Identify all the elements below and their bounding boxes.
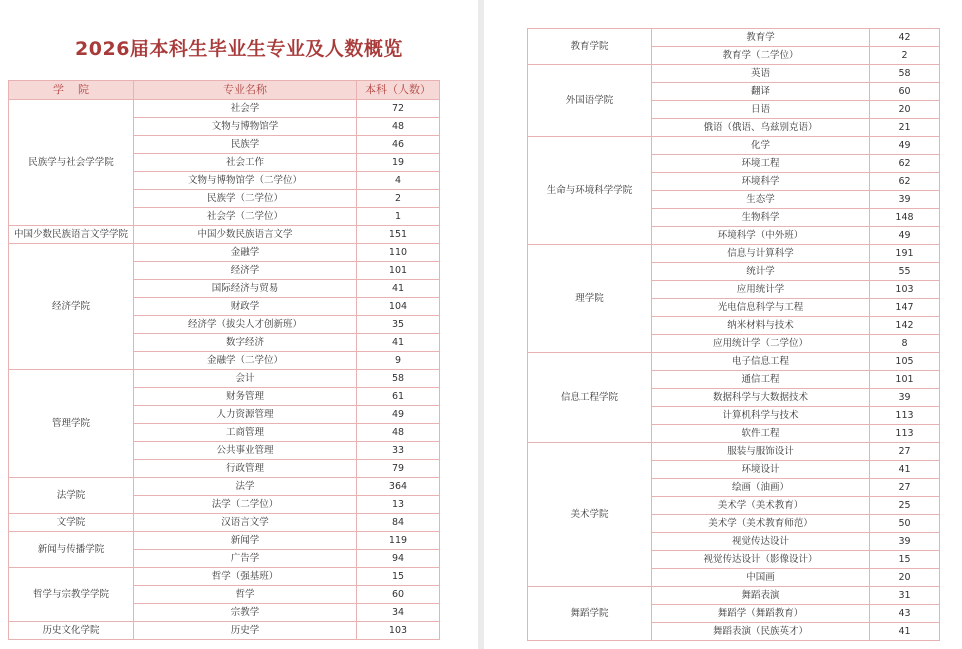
college-name: 文学院 <box>9 514 134 532</box>
major-name: 公共事业管理 <box>134 442 357 460</box>
major-name: 环境科学（中外班） <box>652 227 870 245</box>
student-count: 48 <box>357 118 440 136</box>
left-page <box>0 0 478 649</box>
major-name: 数字经济 <box>134 334 357 352</box>
majors-table-right <box>527 28 940 641</box>
major-name: 计算机科学与技术 <box>652 407 870 425</box>
college-name: 美术学院 <box>528 443 652 587</box>
major-name: 民族学 <box>134 136 357 154</box>
table-row <box>528 353 940 371</box>
student-count: 79 <box>357 460 440 478</box>
major-name: 视觉传达设计 <box>652 533 870 551</box>
major-name: 软件工程 <box>652 425 870 443</box>
student-count: 46 <box>357 136 440 154</box>
majors-table-left <box>8 80 440 640</box>
student-count: 48 <box>357 424 440 442</box>
college-name: 舞蹈学院 <box>528 587 652 641</box>
table-row <box>9 568 440 586</box>
student-count: 50 <box>870 515 940 533</box>
student-count: 72 <box>357 100 440 118</box>
major-name: 金融学（二学位） <box>134 352 357 370</box>
major-name: 财政学 <box>134 298 357 316</box>
student-count: 31 <box>870 587 940 605</box>
college-name: 哲学与宗教学学院 <box>9 568 134 622</box>
table-row <box>9 100 440 118</box>
table-row <box>528 443 940 461</box>
major-name: 哲学（强基班） <box>134 568 357 586</box>
major-name: 文物与博物馆学（二学位） <box>134 172 357 190</box>
major-name: 统计学 <box>652 263 870 281</box>
student-count: 62 <box>870 155 940 173</box>
student-count: 49 <box>870 227 940 245</box>
major-name: 经济学 <box>134 262 357 280</box>
table-row <box>9 370 440 388</box>
major-name: 国际经济与贸易 <box>134 280 357 298</box>
student-count: 60 <box>357 586 440 604</box>
major-name: 社会学 <box>134 100 357 118</box>
major-name: 行政管理 <box>134 460 357 478</box>
major-name: 汉语言文学 <box>134 514 357 532</box>
student-count: 43 <box>870 605 940 623</box>
student-count: 2 <box>870 47 940 65</box>
student-count: 62 <box>870 173 940 191</box>
college-name: 民族学与社会学学院 <box>9 100 134 226</box>
major-name: 英语 <box>652 65 870 83</box>
student-count: 191 <box>870 245 940 263</box>
student-count: 101 <box>357 262 440 280</box>
major-name: 生态学 <box>652 191 870 209</box>
student-count: 1 <box>357 208 440 226</box>
college-name: 外国语学院 <box>528 65 652 137</box>
student-count: 35 <box>357 316 440 334</box>
major-name: 中国画 <box>652 569 870 587</box>
major-name: 财务管理 <box>134 388 357 406</box>
major-name: 光电信息科学与工程 <box>652 299 870 317</box>
table-row <box>9 622 440 640</box>
major-name: 美术学（美术教育） <box>652 497 870 515</box>
major-name: 新闻学 <box>134 532 357 550</box>
major-name: 环境设计 <box>652 461 870 479</box>
major-name: 文物与博物馆学 <box>134 118 357 136</box>
major-name: 广告学 <box>134 550 357 568</box>
student-count: 19 <box>357 154 440 172</box>
student-count: 103 <box>870 281 940 299</box>
major-name: 民族学（二学位） <box>134 190 357 208</box>
college-name: 教育学院 <box>528 29 652 65</box>
student-count: 4 <box>357 172 440 190</box>
college-name: 历史文化学院 <box>9 622 134 640</box>
student-count: 13 <box>357 496 440 514</box>
student-count: 364 <box>357 478 440 496</box>
major-name: 环境科学 <box>652 173 870 191</box>
major-name: 应用统计学（二学位） <box>652 335 870 353</box>
student-count: 142 <box>870 317 940 335</box>
student-count: 41 <box>357 280 440 298</box>
student-count: 9 <box>357 352 440 370</box>
student-count: 20 <box>870 569 940 587</box>
student-count: 15 <box>357 568 440 586</box>
major-name: 服装与服饰设计 <box>652 443 870 461</box>
major-name: 化学 <box>652 137 870 155</box>
student-count: 49 <box>357 406 440 424</box>
student-count: 104 <box>357 298 440 316</box>
major-name: 工商管理 <box>134 424 357 442</box>
major-name: 应用统计学 <box>652 281 870 299</box>
student-count: 41 <box>357 334 440 352</box>
table-row <box>9 478 440 496</box>
major-name: 教育学 <box>652 29 870 47</box>
student-count: 25 <box>870 497 940 515</box>
major-name: 宗教学 <box>134 604 357 622</box>
student-count: 8 <box>870 335 940 353</box>
major-name: 法学（二学位） <box>134 496 357 514</box>
college-name: 管理学院 <box>9 370 134 478</box>
major-name: 纳米材料与技术 <box>652 317 870 335</box>
student-count: 42 <box>870 29 940 47</box>
student-count: 147 <box>870 299 940 317</box>
student-count: 21 <box>870 119 940 137</box>
major-name: 环境工程 <box>652 155 870 173</box>
student-count: 151 <box>357 226 440 244</box>
student-count: 41 <box>870 623 940 641</box>
student-count: 110 <box>357 244 440 262</box>
college-name: 中国少数民族语言文学学院 <box>9 226 134 244</box>
student-count: 58 <box>357 370 440 388</box>
major-name: 生物科学 <box>652 209 870 227</box>
student-count: 61 <box>357 388 440 406</box>
major-name: 社会学（二学位） <box>134 208 357 226</box>
header-major: 专业名称 <box>134 81 357 100</box>
major-name: 金融学 <box>134 244 357 262</box>
major-name: 舞蹈表演（民族英才） <box>652 623 870 641</box>
student-count: 103 <box>357 622 440 640</box>
major-name: 人力资源管理 <box>134 406 357 424</box>
major-name: 舞蹈表演 <box>652 587 870 605</box>
major-name: 通信工程 <box>652 371 870 389</box>
major-name: 法学 <box>134 478 357 496</box>
college-name: 生命与环境科学学院 <box>528 137 652 245</box>
header-college: 学 院 <box>9 81 134 100</box>
college-name: 新闻与传播学院 <box>9 532 134 568</box>
major-name: 社会工作 <box>134 154 357 172</box>
student-count: 34 <box>357 604 440 622</box>
student-count: 101 <box>870 371 940 389</box>
student-count: 105 <box>870 353 940 371</box>
student-count: 39 <box>870 533 940 551</box>
table-row <box>528 587 940 605</box>
college-name: 信息工程学院 <box>528 353 652 443</box>
student-count: 27 <box>870 443 940 461</box>
student-count: 27 <box>870 479 940 497</box>
student-count: 148 <box>870 209 940 227</box>
table-row <box>528 29 940 47</box>
student-count: 58 <box>870 65 940 83</box>
major-name: 舞蹈学（舞蹈教育） <box>652 605 870 623</box>
major-name: 电子信息工程 <box>652 353 870 371</box>
student-count: 20 <box>870 101 940 119</box>
student-count: 33 <box>357 442 440 460</box>
student-count: 60 <box>870 83 940 101</box>
table-row <box>528 245 940 263</box>
major-name: 绘画（油画） <box>652 479 870 497</box>
major-name: 数据科学与大数据技术 <box>652 389 870 407</box>
major-name: 哲学 <box>134 586 357 604</box>
college-name: 理学院 <box>528 245 652 353</box>
student-count: 39 <box>870 389 940 407</box>
major-name: 俄语（俄语、乌兹别克语） <box>652 119 870 137</box>
student-count: 113 <box>870 407 940 425</box>
right-page <box>484 0 962 649</box>
student-count: 41 <box>870 461 940 479</box>
table-row <box>9 514 440 532</box>
major-name: 视觉传达设计（影像设计） <box>652 551 870 569</box>
major-name: 教育学（二学位） <box>652 47 870 65</box>
student-count: 39 <box>870 191 940 209</box>
page-title: 2026届本科生毕业生专业及人数概览 <box>75 38 403 60</box>
table-header-row <box>9 81 440 100</box>
student-count: 84 <box>357 514 440 532</box>
student-count: 49 <box>870 137 940 155</box>
major-name: 经济学（拔尖人才创新班） <box>134 316 357 334</box>
student-count: 119 <box>357 532 440 550</box>
table-row <box>528 137 940 155</box>
student-count: 15 <box>870 551 940 569</box>
major-name: 翻译 <box>652 83 870 101</box>
major-name: 美术学（美术教育师范） <box>652 515 870 533</box>
student-count: 113 <box>870 425 940 443</box>
table-row <box>9 226 440 244</box>
header-count: 本科（人数） <box>357 81 440 100</box>
student-count: 94 <box>357 550 440 568</box>
table-row <box>9 532 440 550</box>
student-count: 55 <box>870 263 940 281</box>
major-name: 日语 <box>652 101 870 119</box>
college-name: 法学院 <box>9 478 134 514</box>
student-count: 2 <box>357 190 440 208</box>
major-name: 中国少数民族语言文学 <box>134 226 357 244</box>
major-name: 会计 <box>134 370 357 388</box>
table-row <box>528 65 940 83</box>
major-name: 历史学 <box>134 622 357 640</box>
major-name: 信息与计算科学 <box>652 245 870 263</box>
table-row <box>9 244 440 262</box>
college-name: 经济学院 <box>9 244 134 370</box>
